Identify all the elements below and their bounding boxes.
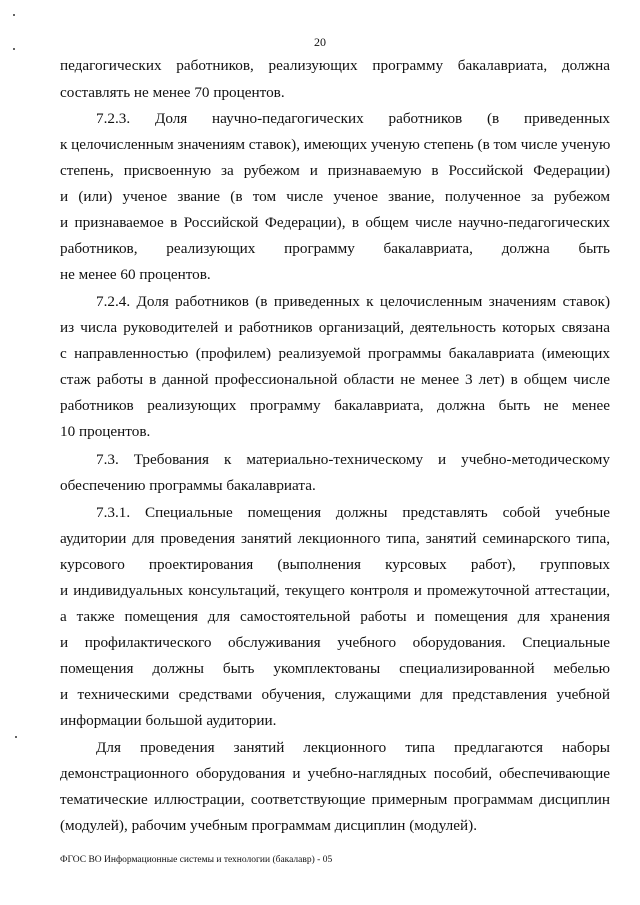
text-line: демонстрационного оборудования и учебно-наглядных пособий, обеспечивающие (60, 765, 610, 782)
text-line: помещения должны быть укомплектованы специализированной мебелью (60, 660, 610, 677)
text-line: Для проведения занятий лекционного типа предлагаются наборы (96, 739, 610, 756)
scan-mark (13, 14, 15, 16)
text-line: информации большой аудитории. (60, 712, 277, 729)
text-line: работников реализующих программу бакалавриата, должна быть не менее (60, 397, 610, 414)
text-line: курсового проектирования (выполнения курсовых работ), групповых (60, 556, 610, 573)
text-line: к целочисленным значениям ставок), имеющих ученую степень (в том числе ученую (60, 136, 611, 153)
scan-mark (15, 736, 17, 738)
text-line: (модулей), рабочим учебным программам дисциплин (модулей). (60, 817, 477, 834)
text-line: работников, реализующих программу бакалавриата, должна быть (60, 240, 610, 257)
text-line: составлять не менее 70 процентов. (60, 84, 285, 101)
text-line: обеспечению программы бакалавриата. (60, 477, 316, 494)
text-line: из числа руководителей и работников организаций, деятельность которых связана (60, 319, 610, 336)
text-line: 7.2.4. Доля работников (в приведенных к целочисленным значениям ставок) (96, 293, 610, 310)
text-line: и профилактического обслуживания учебного оборудования. Специальные (60, 634, 610, 651)
text-line: степень, присвоенную за рубежом и признаваемую в Российской Федерации) (60, 162, 610, 179)
text-line: педагогических работников, реализующих программу бакалавриата, должна (60, 57, 610, 74)
text-line: с направленностью (профилем) реализуемой программы бакалавриата (имеющих (60, 345, 610, 362)
text-line: 7.3.1. Специальные помещения должны представлять собой учебные (96, 504, 610, 521)
text-line: 10 процентов. (60, 423, 151, 440)
text-line: аудитории для проведения занятий лекционного типа, занятий семинарского типа, (60, 530, 610, 547)
document-footer: ФГОС ВО Информационные системы и технологии (бакалавр) - 05 (60, 855, 333, 865)
text-line: 7.3. Требования к материально-техническому и учебно-методическому (96, 451, 610, 468)
page-number: 20 (314, 35, 326, 49)
text-line: и (или) ученое звание (в том числе ученое звание, полученное за рубежом (60, 188, 610, 205)
text-line: и индивидуальных консультаций, текущего контроля и промежуточной аттестации, (60, 582, 610, 599)
text-line: тематические иллюстрации, соответствующие примерным программам дисциплин (60, 791, 610, 808)
text-line: а также помещения для самостоятельной работы и помещения для хранения (60, 608, 610, 625)
text-line: не менее 60 процентов. (60, 266, 211, 283)
text-line: и признаваемое в Российской Федерации), в общем числе научно-педагогических (60, 214, 610, 231)
text-line: стаж работы в данной профессиональной области не менее 3 лет) в общем числе (60, 371, 610, 388)
text-line: 7.2.3. Доля научно-педагогических работников (в приведенных (96, 110, 610, 127)
text-line: и техническими средствами обучения, служащими для представления учебной (60, 686, 610, 703)
